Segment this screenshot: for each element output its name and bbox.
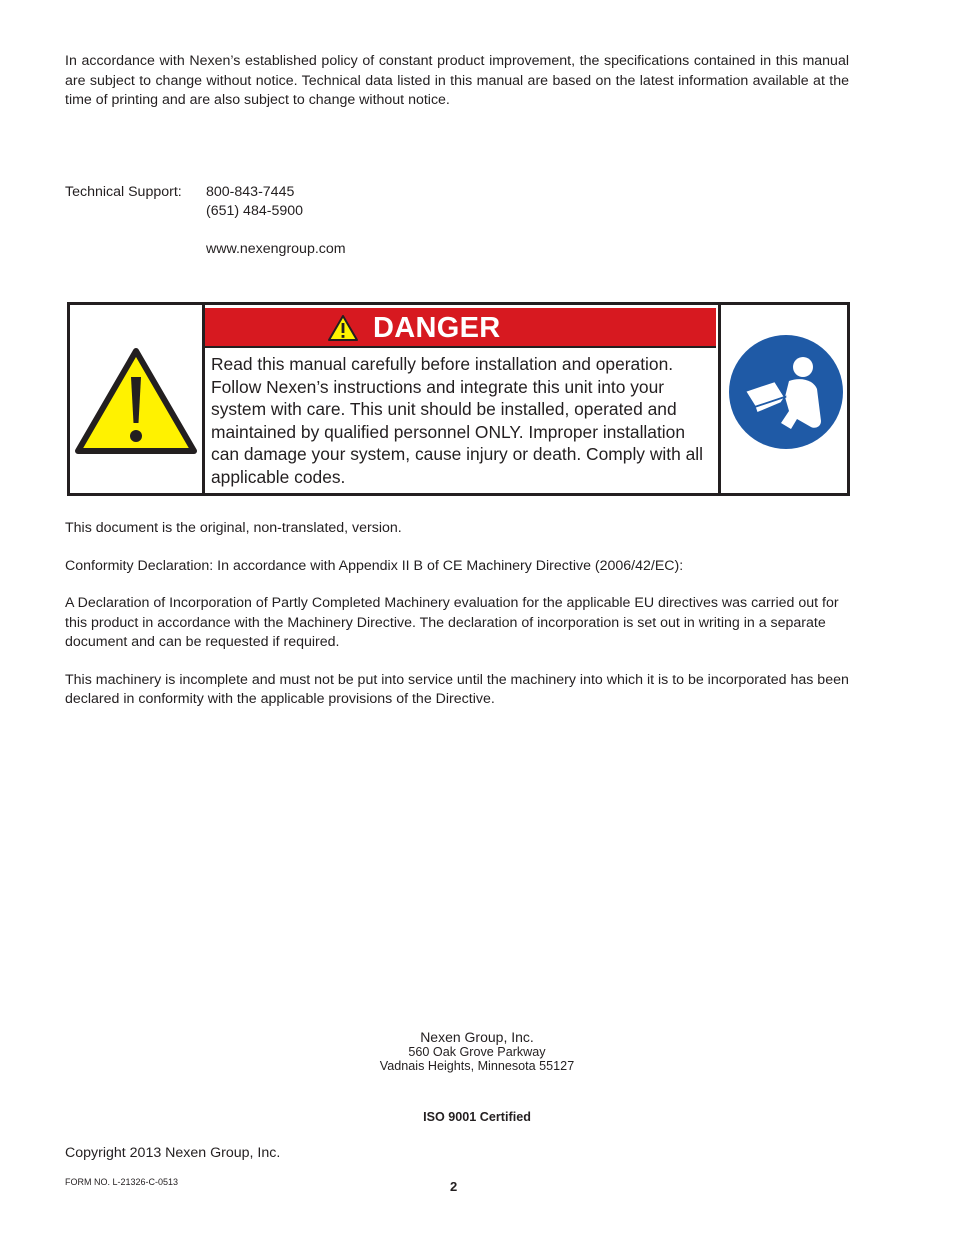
warning-cell [70, 305, 205, 493]
company-street: 560 Oak Grove Parkway [408, 1045, 546, 1059]
read-manual-icon [727, 333, 845, 451]
company-city: Vadnais Heights, Minnesota 55127 [379, 1059, 575, 1073]
company-address [0, 1029, 954, 1073]
document-notes [65, 519, 855, 728]
copyright: Copyright 2013 Nexen Group, Inc. [65, 1145, 281, 1161]
incorporation-declaration: A Declaration of Incorporation of Partly Completed Machinery evaluation for the applicable EU directives was carried out for this product in accordance with the Machinery Directive. The declaration of incorporation is set out in writing in a separate document and can be requested if required. [65, 595, 839, 650]
danger-text: Read this manual carefully before installation and operation. Follow Nexen’s instructions and integrate this unit into your system with care. This unit should be installed, operated and maintained by qualified personnel ONLY. Improper installation can damage your system, cause injury or death. Comply with all applicable codes. [211, 354, 703, 487]
danger-notice [67, 302, 850, 496]
mandatory-cell [718, 305, 850, 493]
support-phone-primary: 800-843-7445 [206, 184, 295, 200]
company-name: Nexen Group, Inc. [420, 1029, 534, 1045]
page-number: 2 [450, 1179, 458, 1194]
warning-triangle-icon [74, 347, 198, 457]
support-website: www.nexengroup.com [206, 241, 346, 257]
support-label: Technical Support: [65, 184, 182, 200]
support-phone-secondary: (651) 484-5900 [206, 203, 304, 219]
incomplete-machinery-note: This machinery is incomplete and must not be put into service until the machinery into which it is to be incorporated has been declared in conformity with the applicable provisions of the Directive. [65, 671, 849, 707]
conformity-declaration: Conformity Declaration: In accordance with Appendix II B of CE Machinery Directive (2006/42/EC): [65, 557, 684, 574]
form-number: FORM NO. L-21326-C-0513 [65, 1177, 179, 1187]
danger-header [205, 308, 716, 348]
small-warning-icon [327, 314, 359, 342]
intro-paragraph: In accordance with Nexen’s established policy of constant product improvement, the specifications contained in this manual are subject to change without notice. Technical data listed in this manual are based on the latest information available at the time of printing and are also subject to change without notice. [65, 53, 849, 108]
iso-certification: ISO 9001 Certified [423, 1110, 531, 1124]
danger-title: DANGER [373, 312, 501, 344]
original-note: This document is the original, non-translated, version. [65, 520, 402, 536]
